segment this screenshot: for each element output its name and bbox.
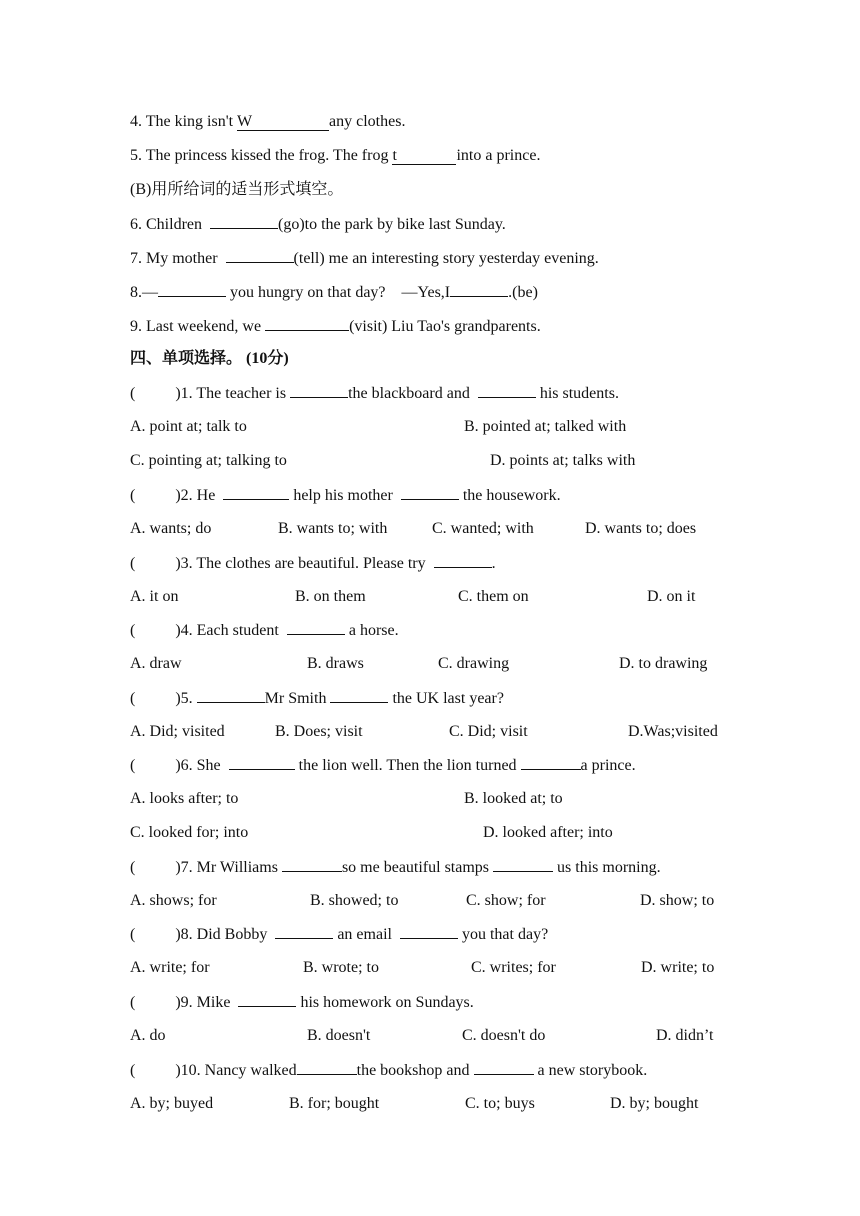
mc-question-6: ( )6. She the lion well. Then the lion turned a prince. (130, 757, 636, 774)
mc-question-8: ( )8. Did Bobby an email you that day? (130, 926, 549, 943)
mc1-blank-2[interactable] (478, 383, 536, 398)
mc10-option-c: C. to; buys (465, 1095, 535, 1112)
mc6-option-b: B. looked at; to (464, 790, 563, 807)
mc8-option-a: A. write; for (130, 959, 210, 976)
mc9-option-c: C. doesn't do (462, 1027, 546, 1044)
mc6-option-d: D. looked after; into (483, 824, 613, 841)
mc7-option-d: D. show; to (640, 892, 715, 909)
mc10-option-a: A. by; buyed (130, 1095, 214, 1112)
mc1-blank-1[interactable] (290, 383, 348, 398)
mc2-option-c: C. wanted; with (432, 520, 534, 537)
q5-hint-letter: t (392, 147, 397, 164)
mc2-blank-2[interactable] (401, 485, 459, 500)
mc8-blank-2[interactable] (400, 924, 458, 939)
q5-text: 5. The princess kissed the frog. The frog (130, 147, 393, 164)
question-5 (130, 146, 540, 166)
question-7: 7. My mother (tell) me an interesting story yesterday evening. (130, 250, 599, 267)
mc10-blank-1[interactable] (297, 1060, 357, 1075)
mc1-option-b: B. pointed at; talked with (464, 418, 627, 435)
mc7-option-c: C. show; for (466, 892, 546, 909)
question-8: 8.— you hungry on that day? —Yes,I .(be) (130, 284, 538, 301)
mc5-option-a: A. Did; visited (130, 723, 225, 740)
q4-text-end: any clothes. (329, 113, 406, 130)
mc7-option-a: A. shows; for (130, 892, 217, 909)
mc6-blank-1[interactable] (229, 755, 295, 770)
mc-question-1: ( )1. The teacher is the blackboard and his students. (130, 385, 619, 402)
mc-question-10: ( )10. Nancy walked the bookshop and a new storybook. (130, 1062, 648, 1079)
q8-blank-2[interactable] (450, 282, 508, 297)
mc9-blank-1[interactable] (238, 992, 296, 1007)
q4-blank[interactable] (237, 114, 329, 131)
mc6-option-c: C. looked for; into (130, 824, 249, 841)
mc2-blank-1[interactable] (223, 485, 289, 500)
question-9: 9. Last weekend, we (visit) Liu Tao's grandparents. (130, 318, 541, 335)
mc6-blank-2[interactable] (521, 755, 581, 770)
mc8-option-b: B. wrote; to (303, 959, 379, 976)
mc9-option-d: D. didn’t (656, 1027, 714, 1044)
mc2-option-b: B. wants to; with (278, 520, 388, 537)
q8-blank-1[interactable] (158, 282, 226, 297)
mc5-option-d: D.Was;visited (628, 723, 718, 740)
section-b-heading: (B)用所给词的适当形式填空。 (130, 181, 344, 198)
mc4-blank-1[interactable] (287, 620, 345, 635)
q6-blank[interactable] (210, 214, 278, 229)
mc4-option-c: C. drawing (438, 655, 510, 672)
mc1-option-c: C. pointing at; talking to (130, 452, 287, 469)
mc4-option-b: B. draws (307, 655, 364, 672)
mc3-option-b: B. on them (295, 588, 366, 605)
question-6: 6. Children (go)to the park by bike last Sunday. (130, 216, 506, 233)
mc2-option-d: D. wants to; does (585, 520, 697, 537)
mc7-blank-2[interactable] (493, 857, 553, 872)
mc-question-9: ( )9. Mike his homework on Sundays. (130, 994, 474, 1011)
mc9-option-b: B. doesn't (307, 1027, 371, 1044)
mc4-option-a: A. draw (130, 655, 182, 672)
q5-text-end: into a prince. (456, 147, 541, 164)
mc3-blank-1[interactable] (434, 553, 492, 568)
q9-blank[interactable] (265, 316, 349, 331)
mc-question-2: ( )2. He help his mother the housework. (130, 487, 561, 504)
mc-question-7: ( )7. Mr Williams so me beautiful stamps us this morning. (130, 859, 661, 876)
question-4 (130, 112, 405, 132)
mc3-option-a: A. it on (130, 588, 179, 605)
section-4-heading: 四、单项选择。 (10分) (130, 350, 289, 367)
mc5-option-c: C. Did; visit (449, 723, 528, 740)
mc5-option-b: B. Does; visit (275, 723, 363, 740)
mc10-option-b: B. for; bought (289, 1095, 380, 1112)
mc-question-5: ( )5. Mr Smith the UK last year? (130, 690, 504, 707)
q5-blank[interactable] (392, 148, 456, 165)
mc8-blank-1[interactable] (275, 924, 333, 939)
q4-text: 4. The king isn't (130, 113, 238, 130)
mc7-blank-1[interactable] (282, 857, 342, 872)
mc7-option-b: B. showed; to (310, 892, 399, 909)
mc10-blank-2[interactable] (474, 1060, 534, 1075)
mc6-option-a: A. looks after; to (130, 790, 239, 807)
mc2-option-a: A. wants; do (130, 520, 212, 537)
mc5-blank-1[interactable] (197, 688, 265, 703)
mc10-option-d: D. by; bought (610, 1095, 699, 1112)
mc-question-3: ( )3. The clothes are beautiful. Please try . (130, 555, 496, 572)
mc3-option-c: C. them on (458, 588, 529, 605)
mc-question-4: ( )4. Each student a horse. (130, 622, 399, 639)
mc1-option-d: D. points at; talks with (490, 452, 636, 469)
mc5-blank-2[interactable] (330, 688, 388, 703)
mc9-option-a: A. do (130, 1027, 166, 1044)
mc4-option-d: D. to drawing (619, 655, 708, 672)
q7-blank[interactable] (226, 248, 294, 263)
mc1-option-a: A. point at; talk to (130, 418, 247, 435)
mc8-option-c: C. writes; for (471, 959, 556, 976)
q4-hint-letter: W (237, 113, 253, 130)
mc3-option-d: D. on it (647, 588, 696, 605)
mc8-option-d: D. write; to (641, 959, 715, 976)
